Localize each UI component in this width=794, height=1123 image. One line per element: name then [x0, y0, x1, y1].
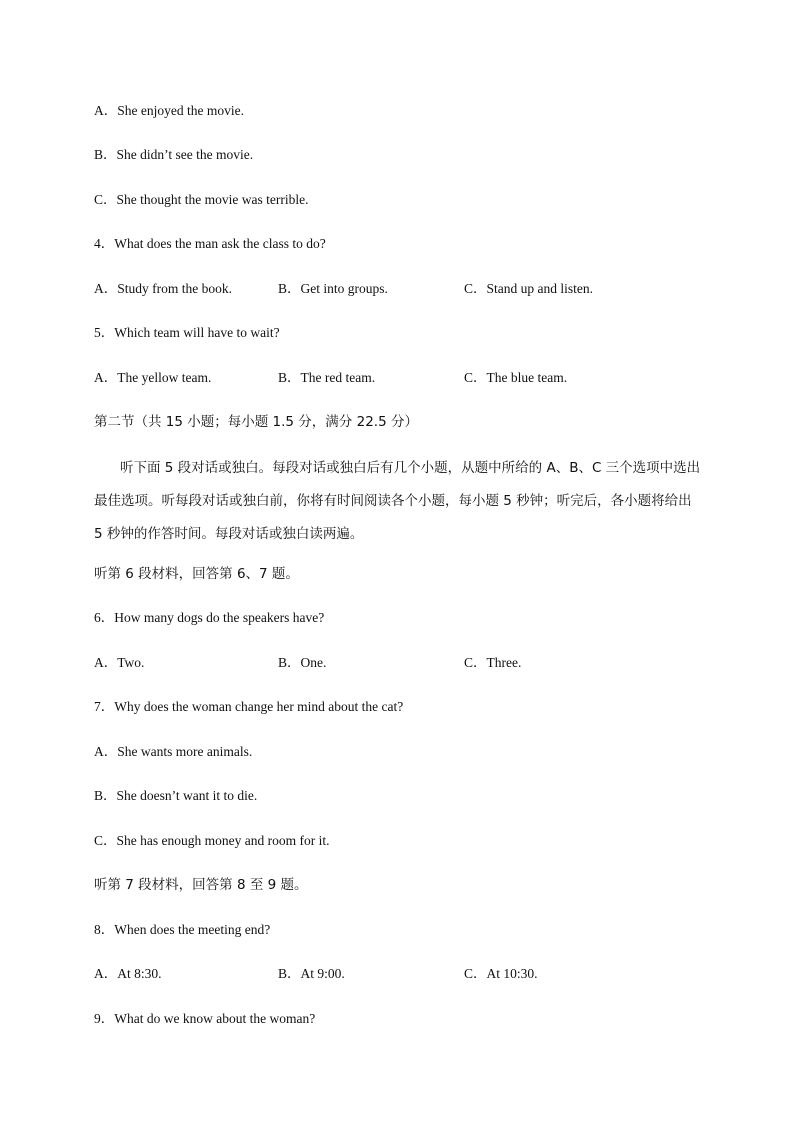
- q6-option-b: B．One.: [278, 655, 327, 670]
- q5-question: 5．Which team will have to wait?: [94, 325, 280, 340]
- q4-question: 4．What does the man ask the class to do?: [94, 236, 326, 251]
- q4-option-b: B．Get into groups.: [278, 281, 388, 296]
- q6-options: [94, 654, 714, 672]
- q4-options: [94, 280, 714, 298]
- q4-option-c: C．Stand up and listen.: [464, 281, 593, 296]
- q5-options: [94, 369, 714, 387]
- q8-option-c: C．At 10:30.: [464, 966, 538, 981]
- q8-question: 8．When does the meeting end?: [94, 922, 271, 937]
- passage-7-heading: 听第 7 段材料，回答第 8 至 9 题。: [94, 877, 308, 893]
- q5-option-b: B．The red team.: [278, 370, 376, 385]
- q6-option-a: A．Two.: [94, 655, 145, 670]
- q9-question: 9．What do we know about the woman?: [94, 1011, 316, 1026]
- q3-option-a: A．She enjoyed the movie.: [94, 103, 244, 118]
- q6-option-c: C．Three.: [464, 655, 522, 670]
- q7-option-a: A．She wants more animals.: [94, 744, 253, 759]
- q7-option-c: C．She has enough money and room for it.: [94, 833, 330, 848]
- q5-option-c: C．The blue team.: [464, 370, 568, 385]
- q8-options: [94, 965, 714, 983]
- section-heading: 第二节（共 15 小题；每小题 1.5 分，满分 22.5 分）: [94, 414, 418, 430]
- q3-option-c: C．She thought the movie was terrible.: [94, 192, 309, 207]
- q8-option-a: A．At 8:30.: [94, 966, 162, 981]
- q3-option-b: B．She didn’t see the movie.: [94, 147, 254, 162]
- q4-option-a: A．Study from the book.: [94, 281, 232, 296]
- q7-option-b: B．She doesn’t want it to die.: [94, 788, 258, 803]
- passage-6-heading: 听第 6 段材料，回答第 6、7 题。: [94, 566, 299, 582]
- q5-option-a: A．The yellow team.: [94, 370, 212, 385]
- section-instructions: 听下面 5 段对话或独白。每段对话或独白后有几个小题，从题中所给的 A、B、C 三个选项中选出最佳选项。听每段对话或独白前，你将有时间阅读各个小题，每小题 5 秒钟；听完后，各小题将给出 5 秒钟的作答时间。每段对话或独白读两遍。: [94, 460, 701, 542]
- q6-question: 6．How many dogs do the speakers have?: [94, 610, 325, 625]
- q7-question: 7．Why does the woman change her mind about the cat?: [94, 699, 404, 714]
- q8-option-b: B．At 9:00.: [278, 966, 345, 981]
